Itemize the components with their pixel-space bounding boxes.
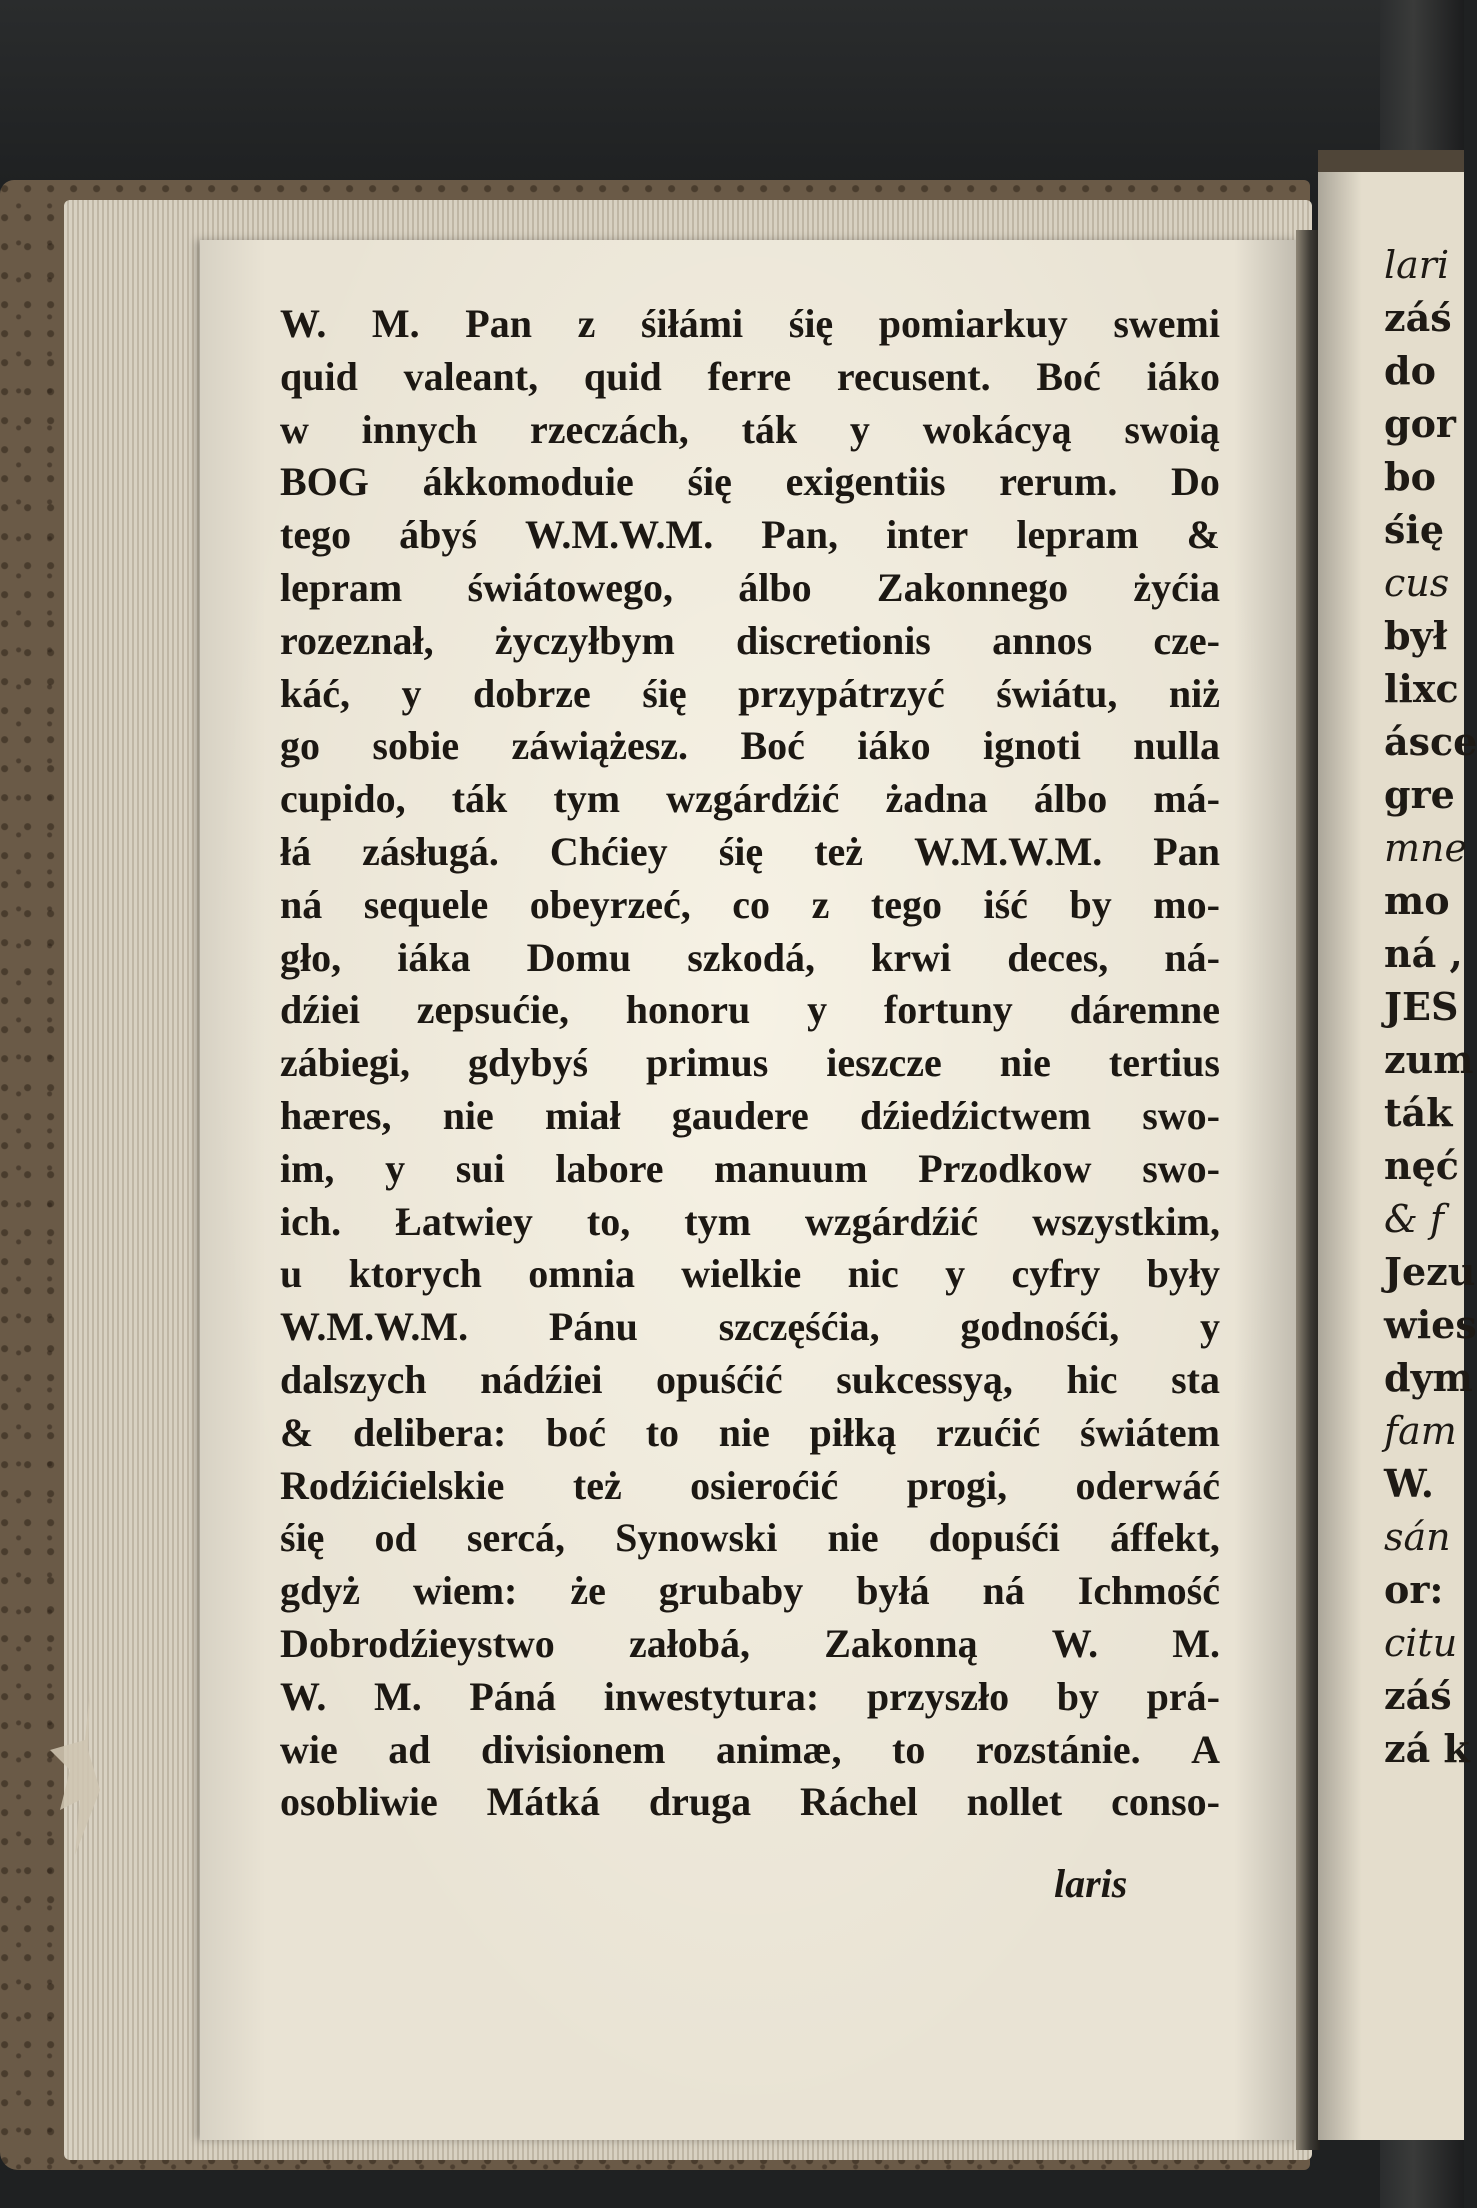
facing-page-fragment: do bbox=[1384, 348, 1436, 393]
facing-page-cover-edge bbox=[1318, 150, 1464, 172]
page-text bbox=[280, 298, 1220, 1829]
facing-page-fragment: & f bbox=[1384, 1197, 1444, 1241]
text-line: dalszych nádźiei opuśćić sukcessyą, hic sta bbox=[280, 1356, 1220, 1402]
text-line: łá zásługá. Chćiey śię też W.M.W.M. Pan bbox=[280, 828, 1220, 874]
text-line: rozeznał, życzyłbym discretionis annos cze- bbox=[280, 617, 1220, 663]
text-line: W. M. Páná inwestytura: przyszło by prá- bbox=[280, 1673, 1220, 1719]
facing-page-fragment: gre bbox=[1384, 772, 1455, 817]
text-line: hæres, nie miał gaudere dźiedźictwem swo- bbox=[280, 1092, 1220, 1138]
text-line: Rodźićielskie też osieroćić progi, oderwáć bbox=[280, 1462, 1220, 1508]
facing-page-fragment: nęć bbox=[1384, 1143, 1459, 1188]
book-gutter bbox=[1296, 230, 1320, 2150]
facing-page-fragment: zá k bbox=[1384, 1726, 1470, 1771]
facing-page-fragment: zum bbox=[1384, 1037, 1474, 1082]
facing-page-fragment: sán bbox=[1384, 1515, 1451, 1559]
facing-page-fragment: dym bbox=[1384, 1355, 1473, 1400]
facing-page-fragment: citu bbox=[1384, 1621, 1458, 1665]
text-line: W. M. Pan z śiłámi śię pomiarkuy swemi bbox=[280, 301, 1220, 346]
cover-ornament-icon bbox=[30, 1680, 120, 1870]
facing-page-fragment: záś bbox=[1384, 1673, 1452, 1718]
text-line: ich. Łatwiey to, tym wzgárdźić wszystkim, bbox=[280, 1198, 1220, 1244]
text-line: dźiei zepsućie, honoru y fortuny dáremne bbox=[280, 987, 1220, 1033]
facing-page-fragment: W. bbox=[1384, 1461, 1434, 1506]
facing-page-fragment: gor bbox=[1384, 401, 1456, 446]
catchword: laris bbox=[1054, 1861, 1128, 1906]
text-line: Dobrodźieystwo załobá, Zakonną W. M. bbox=[280, 1620, 1220, 1666]
facing-page-fragment: ásce bbox=[1384, 719, 1477, 764]
facing-page bbox=[1318, 150, 1477, 2140]
text-line: káć, y dobrze śię przypátrzyć świátu, niż bbox=[280, 670, 1220, 716]
facing-page-fragment: śię bbox=[1384, 507, 1445, 552]
facing-page-fragment: JES bbox=[1384, 984, 1459, 1029]
text-line: wie ad divisionem animæ, to rozstánie. A bbox=[280, 1726, 1220, 1772]
facing-page-fragment: fam bbox=[1384, 1409, 1457, 1453]
facing-page-fragment: mne bbox=[1384, 826, 1467, 870]
text-line: quid valeant, quid ferre recusent. Boć iáko bbox=[280, 353, 1220, 399]
text-line: W.M.W.M. Pánu szczęśćia, godnośći, y bbox=[280, 1304, 1220, 1350]
facing-page-fragment: lixc bbox=[1384, 666, 1459, 711]
facing-page-fragment: bo bbox=[1384, 454, 1436, 499]
text-line: gło, iáka Domu szkodá, krwi deces, ná- bbox=[280, 934, 1220, 980]
dark-background bbox=[0, 0, 1464, 200]
text-line: zábiegi, gdybyś primus ieszcze nie tertius bbox=[280, 1040, 1220, 1086]
text-line: w innych rzeczách, ták y wokácyą swoią bbox=[280, 406, 1220, 452]
facing-page-fragment: ná , bbox=[1384, 931, 1463, 976]
text-line: śię od sercá, Synowski nie dopuśći áffekt, bbox=[280, 1515, 1220, 1561]
facing-page-fragment: záś bbox=[1384, 295, 1452, 340]
facing-page-fragment: Jezu bbox=[1384, 1249, 1476, 1294]
facing-page-fragment: ták bbox=[1384, 1090, 1453, 1135]
text-line: osobliwie Mátká druga Ráchel nollet conso- bbox=[280, 1779, 1220, 1825]
text-line: cupido, ták tym wzgárdźić żadna álbo má- bbox=[280, 776, 1220, 822]
text-line: im, y sui labore manuum Przodkow swo- bbox=[280, 1145, 1220, 1191]
facing-page-fragment: był bbox=[1384, 613, 1448, 658]
text-line: tego ábyś W.M.W.M. Pan, inter lepram & bbox=[280, 512, 1220, 558]
text-line: BOG ákkomoduie śię exigentiis rerum. Do bbox=[280, 459, 1220, 505]
facing-page-fragment: or: bbox=[1384, 1567, 1444, 1612]
text-line: ná sequele obeyrzeć, co z tego iść by mo- bbox=[280, 881, 1220, 927]
text-line: gdyż wiem: że grubaby byłá ná Ichmość bbox=[280, 1568, 1220, 1614]
facing-page-fragment: lari bbox=[1384, 243, 1450, 287]
text-line: lepram świátowego, álbo Zakonnego żyćia bbox=[280, 564, 1220, 610]
facing-page-fragment: mo bbox=[1384, 878, 1450, 923]
text-line: u ktorych omnia wielkie nic y cyfry były bbox=[280, 1251, 1220, 1297]
facing-page-fragment: wies bbox=[1384, 1302, 1477, 1347]
text-line: go sobie záwiążesz. Boć iáko ignoti nulla bbox=[280, 723, 1220, 769]
text-line: & delibera: boć to nie piłką rzućić świátem bbox=[280, 1409, 1220, 1455]
facing-page-fragment: cus bbox=[1384, 561, 1450, 605]
